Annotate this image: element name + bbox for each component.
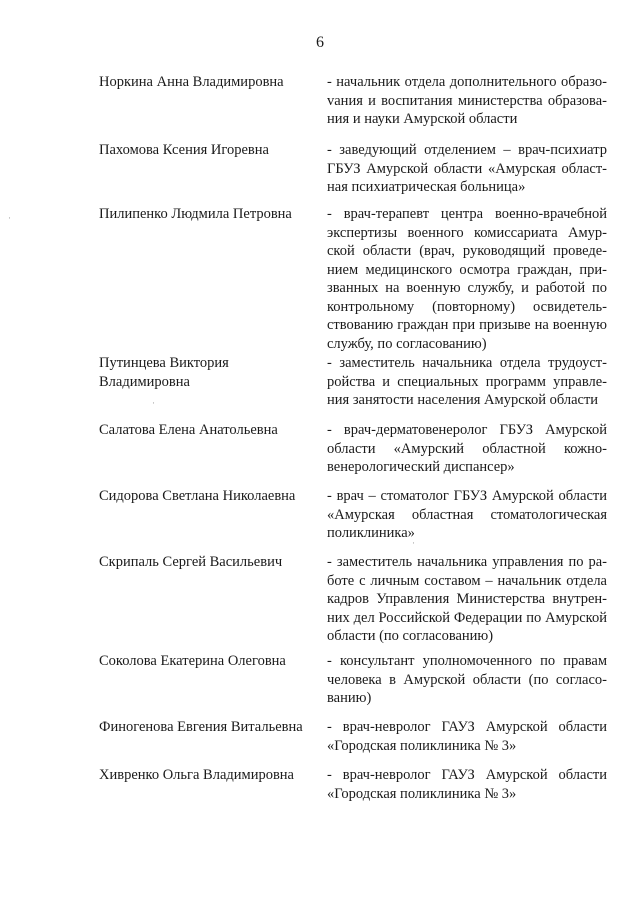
member-role: - консультант уполномоченного по правам человека в Амурской области (по согласованию) [327,653,607,706]
member-role: - заведующий отделением – врач-психиатр ГБУЗ Амурской области «Амурская областная психиатрическая больница» [327,142,607,195]
member-role: - заместитель начальника отдела трудоустройства и специальных программ управления занятости населения Амурской области [327,355,607,408]
scan-mark: · [412,538,415,548]
member-name: Хивренко Ольга Владимировна [99,767,294,783]
member-name: Салатова Елена Анатольевна [99,422,278,438]
member-name: Соколова Екатерина Олеговна [99,653,286,669]
member-name: Сидорова Светлана Николаевна [99,488,296,504]
member-name: Финогенова Евгения Витальевна [99,719,303,735]
member-role: - врач-невролог ГАУЗ Амурской области «Городская поликлиника № 3» [327,767,607,802]
member-role: - врач-дерматовенеролог ГБУЗ Амурской области «Амурский областной кожно-венерологический диспансер» [327,422,607,475]
member-role: - начальник отдела дополнительного образоvания и воспитания министерства образования и науки Амурской области [327,74,607,127]
scan-mark: · [8,213,11,223]
member-name: Пилипенко Людмила Петровна [99,206,292,222]
scan-mark: · [152,398,155,408]
member-role: - врач-невролог ГАУЗ Амурской области «Городская поликлиника № 3» [327,719,607,754]
page-number: 6 [316,34,324,51]
member-role: - заместитель начальника управления по работе с личным составом – начальник отдела кадров Управления Министерства внутренних дел Российской Федерации по Амурской области (по согласованию) [327,554,607,644]
member-name: Пахомова Ксения Игоревна [99,142,269,158]
member-role: - врач-терапевт центра военно-врачебной экспертизы военного комиссариата Амурской области (врач, руководящий проведением медицинского осмотра граждан, призванных на военную службу, и работой по контрольному (повторному) освидетельствованию граждан при призыве на военную службу, по согласованию) [327,206,607,352]
member-name: Путинцева Виктория Владимировна [99,355,229,390]
member-name: Скрипаль Сергей Васильевич [99,554,283,570]
member-role: - врач – стоматолог ГБУЗ Амурской области «Амурская областная стоматологическая поликлиника» [327,488,607,541]
member-name: Норкина Анна Владимировна [99,74,284,90]
